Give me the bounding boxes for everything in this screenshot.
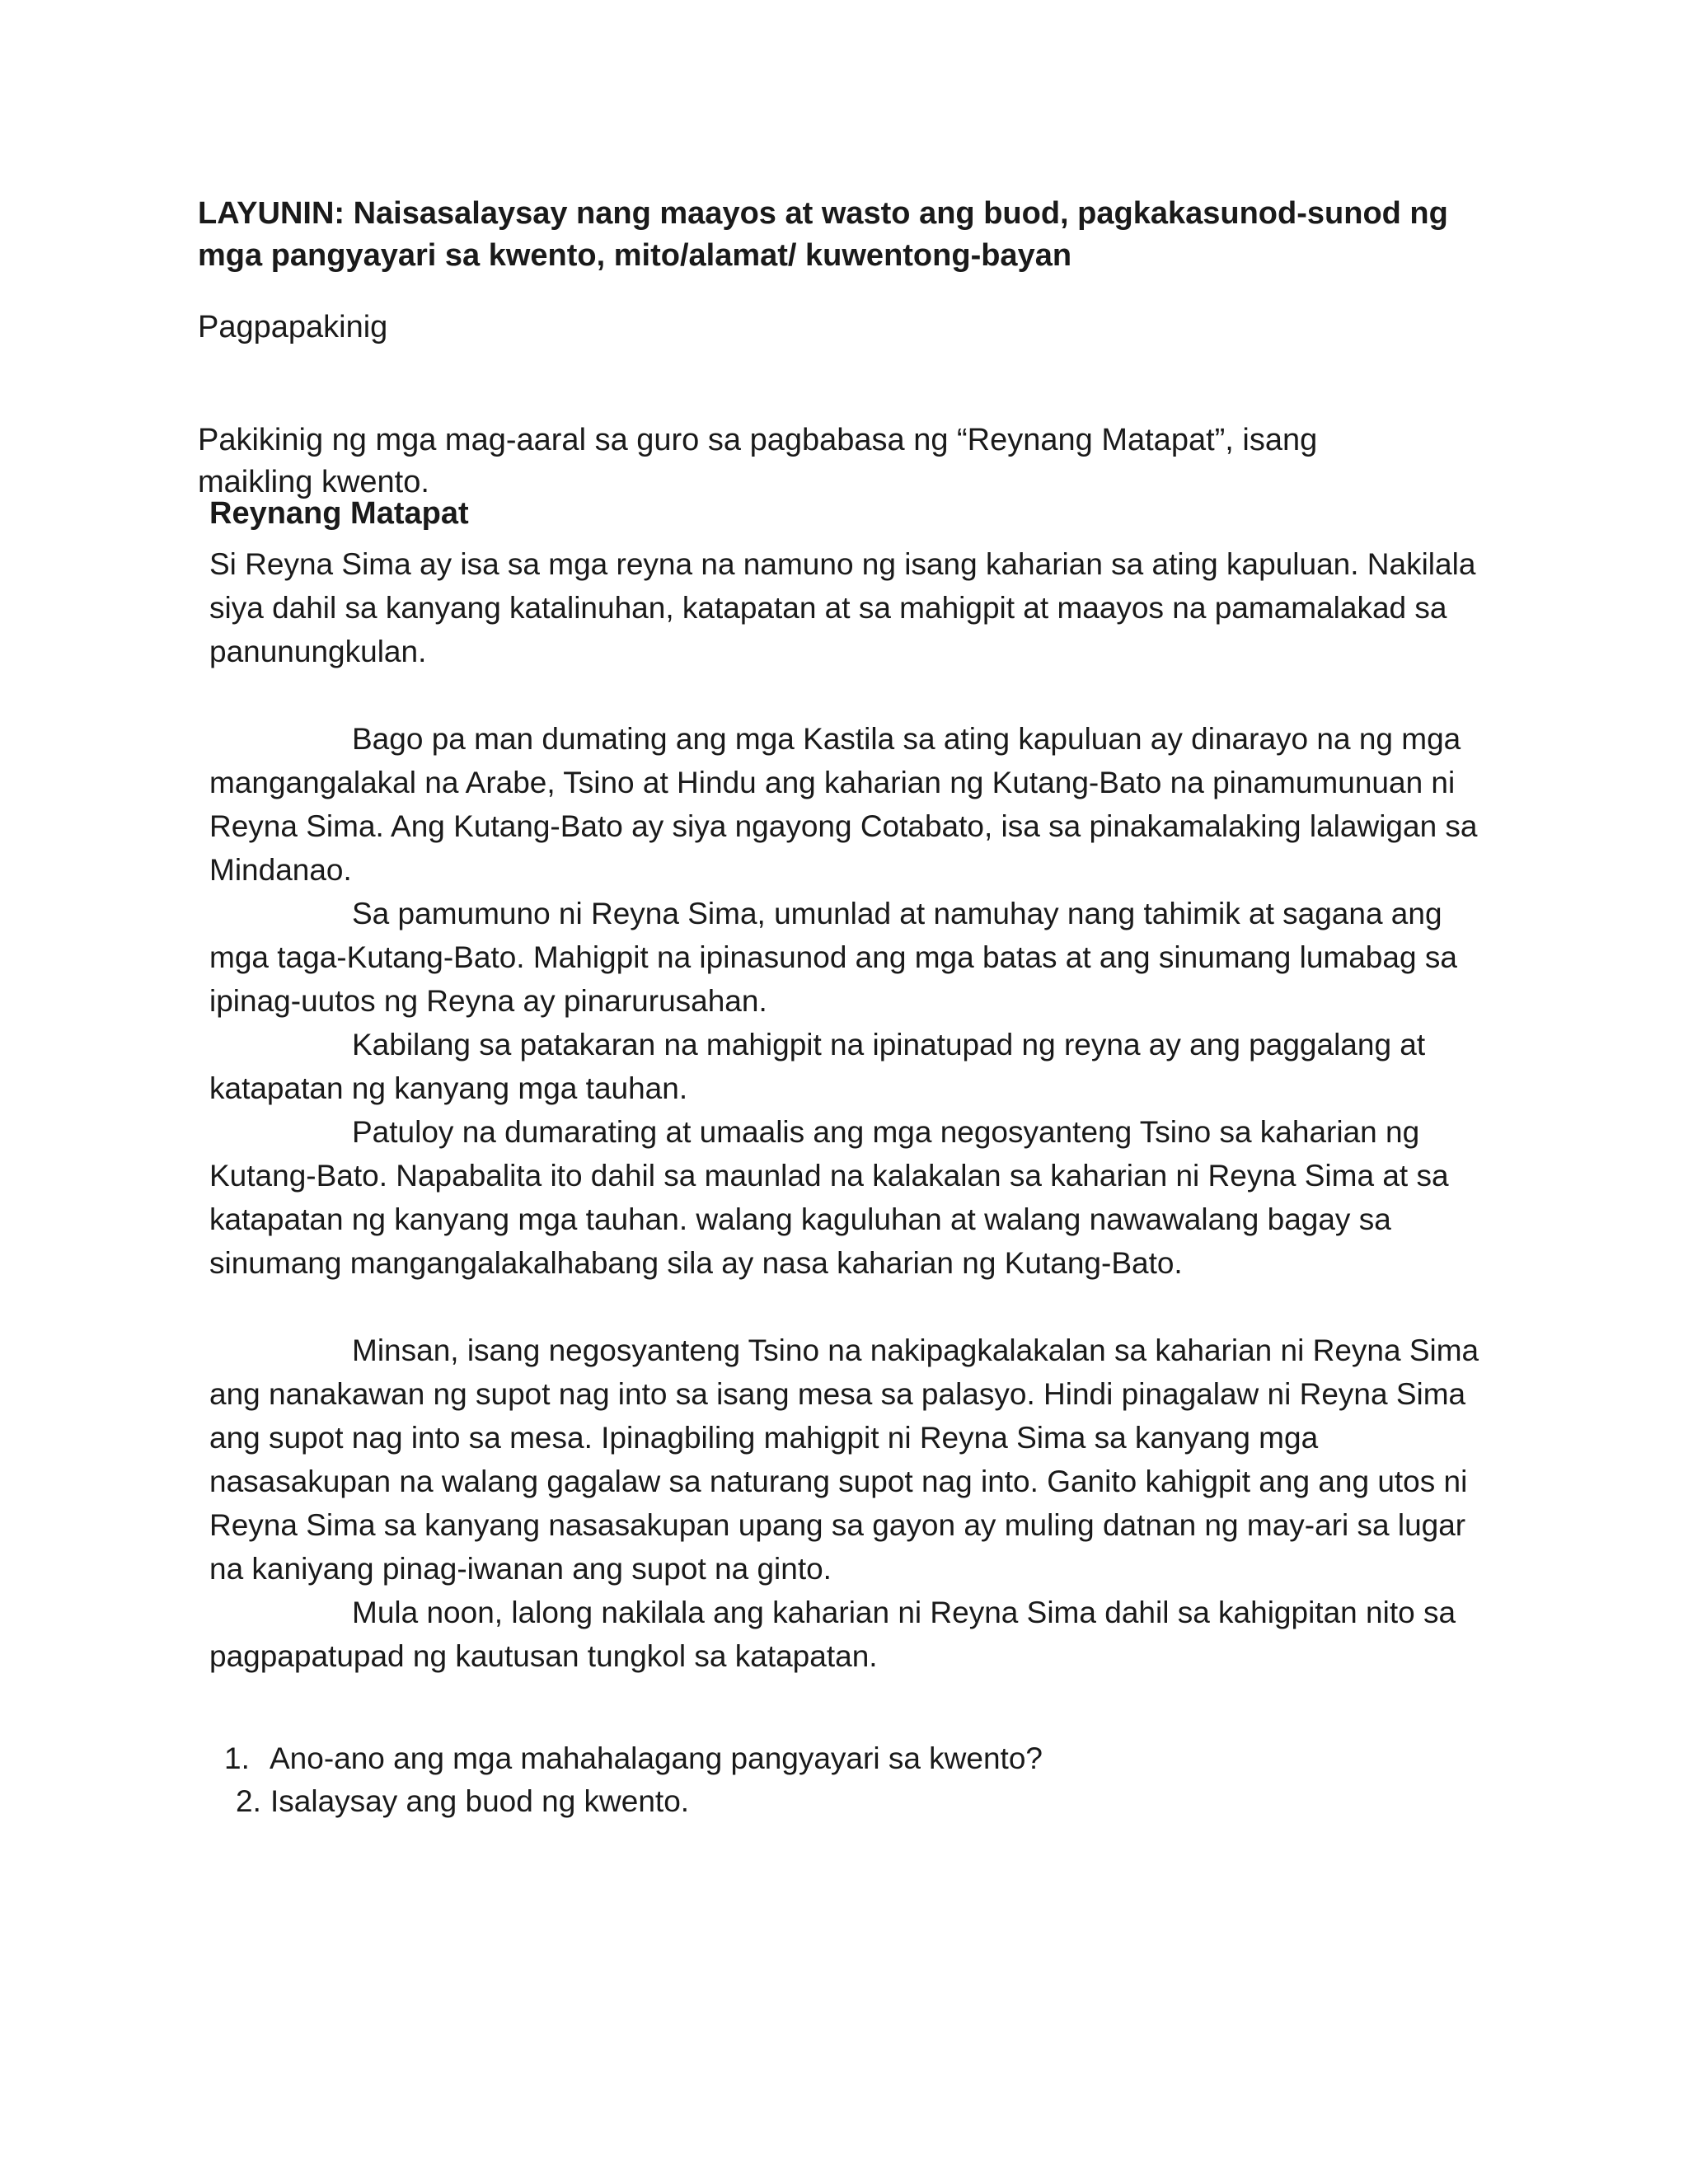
story-paragraph <box>209 892 1495 1023</box>
story-paragraph <box>209 717 1495 892</box>
story-paragraph <box>209 1023 1495 1110</box>
intro-paragraph: Pakikinig ng mga mag-aaral sa guro sa pagbabasa ng “Reynang Matapat”, isang maikling kwento. <box>198 423 1318 499</box>
story-paragraph-text: Bago pa man dumating ang mga Kastila sa ating kapuluan ay dinarayo na ng mga mangangalakal na Arabe, Tsino at Hindu ang kaharian ng Kutang-Bato na pinamumunuan ni Reyna Sima. Ang Kutang-Bato ay siya ngayong Cotabato, isa sa pinakamalaking lalawigan sa Mindanao. <box>209 722 1478 887</box>
question-text: Isalaysay ang buod ng kwento. <box>270 1784 690 1818</box>
story-title: Reynang Matapat <box>209 496 469 531</box>
story-paragraph-text: Sa pamumuno ni Reyna Sima, umunlad at namuhay nang tahimik at sagana ang mga taga-Kutang-Bato. Mahigpit na ipinasunod ang mga batas at ang sinumang lumabag sa ipinag-uutos ng Reyna ay pinarurusahan. <box>209 897 1457 1018</box>
objective-heading: LAYUNIN: Naisasalaysay nang maayos at wasto ang buod, pagkakasunod-sunod ng mga pangyayari sa kwento, mito/alamat/ kuwentong-bayan <box>198 196 1448 273</box>
story-paragraph-text: Si Reyna Sima ay isa sa mga reyna na namuno ng isang kaharian sa ating kapuluan. Nakilala siya dahil sa kanyang katalinuhan, katapatan at sa mahigpit at maayos na pamamalakad sa panunungkulan. <box>209 547 1476 668</box>
story-paragraph-text: Minsan, isang negosyanteng Tsino na nakipagkalakalan sa kaharian ni Reyna Sima ang nanakawan ng supot nag into sa isang mesa sa palasyo. Hindi pinagalaw ni Reyna Sima ang supot nag into sa mesa. Ipinagbiling mahigpit ni Reyna Sima sa kanyang mga nasasakupan na walang gagalaw sa naturang supot nag into. Ganito kahigpit ang ang utos ni Reyna Sima sa kanyang nasasakupan upang sa gayon ay muling datnan ng may-ari sa lugar na kaniyang pinag-iwanan ang supot na ginto. <box>209 1333 1479 1586</box>
story-paragraph-text: Mula noon, lalong nakilala ang kaharian ni Reyna Sima dahil sa kahigpitan nito sa pagpapatupad ng kautusan tungkol sa katapatan. <box>209 1596 1456 1673</box>
story-paragraph <box>209 1329 1495 1591</box>
story-paragraph-text: Kabilang sa patakaran na mahigpit na ipinatupad ng reyna ay ang paggalang at katapatan ng kanyang mga tauhan. <box>209 1028 1426 1105</box>
section-label: Pagpapakinig <box>198 310 388 344</box>
story-paragraph-text: Patuloy na dumarating at umaalis ang mga negosyanteng Tsino sa kaharian ng Kutang-Bato. Napabalita ito dahil sa maunlad na kalakalan sa kaharian ni Reyna Sima at sa katapatan ng kanyang mga tauhan. walang kaguluhan at walang nawawalang bagay sa sinumang mangangalakalhabang sila ay nasa kaharian ng Kutang-Bato. <box>209 1115 1449 1280</box>
question-text: Ano-ano ang mga mahahalagang pangyayari sa kwento? <box>270 1741 1043 1775</box>
list-item <box>224 1737 1043 1779</box>
story-paragraph <box>209 1591 1495 1678</box>
story-paragraph <box>209 542 1495 673</box>
list-number: 2. <box>236 1784 261 1818</box>
list-item <box>236 1780 689 1822</box>
list-number: 1. <box>224 1741 250 1775</box>
story-paragraph <box>209 1110 1495 1285</box>
